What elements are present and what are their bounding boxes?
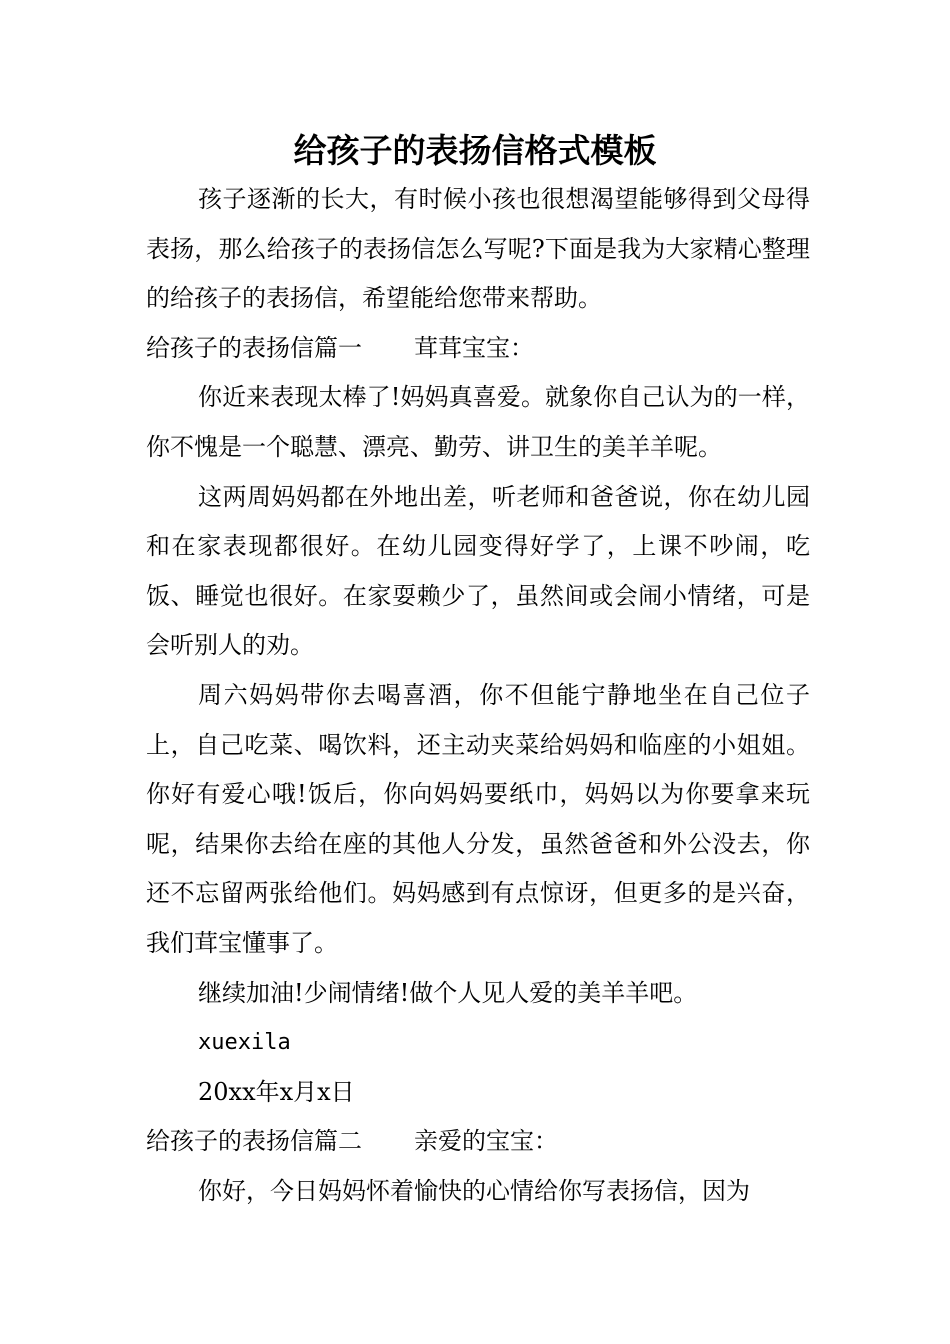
letter1-paragraph: 这两周妈妈都在外地出差，听老师和爸爸说，你在幼儿园和在家表现都很好。在幼儿园变得好学了，上课不吵闹，吃饭、睡觉也很好。在家耍赖少了，虽然间或会闹小情绪，可是会听别人的劝。 — [146, 482, 810, 660]
letter2-paragraph: 你好，今日妈妈怀着愉快的心情给你写表扬信，因为 — [198, 1176, 750, 1205]
letter1-heading: 给孩子的表扬信篇一 — [146, 333, 362, 362]
letter2-heading: 给孩子的表扬信篇二 — [146, 1127, 362, 1156]
letter2-salutation: 亲爱的宝宝： — [414, 1127, 558, 1156]
letter1-closing: 继续加油!少闹情绪!做个人见人爱的美羊羊吧。 — [198, 978, 698, 1007]
intro-paragraph: 孩子逐渐的长大，有时候小孩也很想渴望能够得到父母得表扬，那么给孩子的表扬信怎么写呢?下面是我为大家精心整理的给孩子的表扬信，希望能给您带来帮助。 — [146, 185, 810, 313]
letter1-signature: xuexila — [198, 1030, 291, 1056]
letter2-heading-line — [146, 1117, 810, 1167]
letter1-paragraph: 周六妈妈带你去喝喜酒，你不但能宁静地坐在自己位子上，自己吃菜、喝饮料，还主动夹菜给妈妈和临座的小姐姐。你好有爱心哦!饭后，你向妈妈要纸巾，妈妈以为你要拿来玩呢，结果你去给在座的其他人分发，虽然爸爸和外公没去，你还不忘留两张给他们。妈妈感到有点惊讶，但更多的是兴奋，我们茸宝懂事了。 — [146, 680, 810, 957]
document-body — [146, 175, 810, 1216]
document-title: 给孩子的表扬信格式模板 — [293, 131, 657, 170]
letter1-salutation: 茸茸宝宝： — [414, 333, 534, 362]
letter1-date: 20xx年x月x日 — [198, 1077, 355, 1106]
letter1-paragraph: 你近来表现太棒了!妈妈真喜爱。就象你自己认为的一样，你不愧是一个聪慧、漂亮、勤劳、讲卫生的美羊羊呢。 — [146, 383, 810, 461]
letter1-heading-line — [146, 324, 810, 374]
